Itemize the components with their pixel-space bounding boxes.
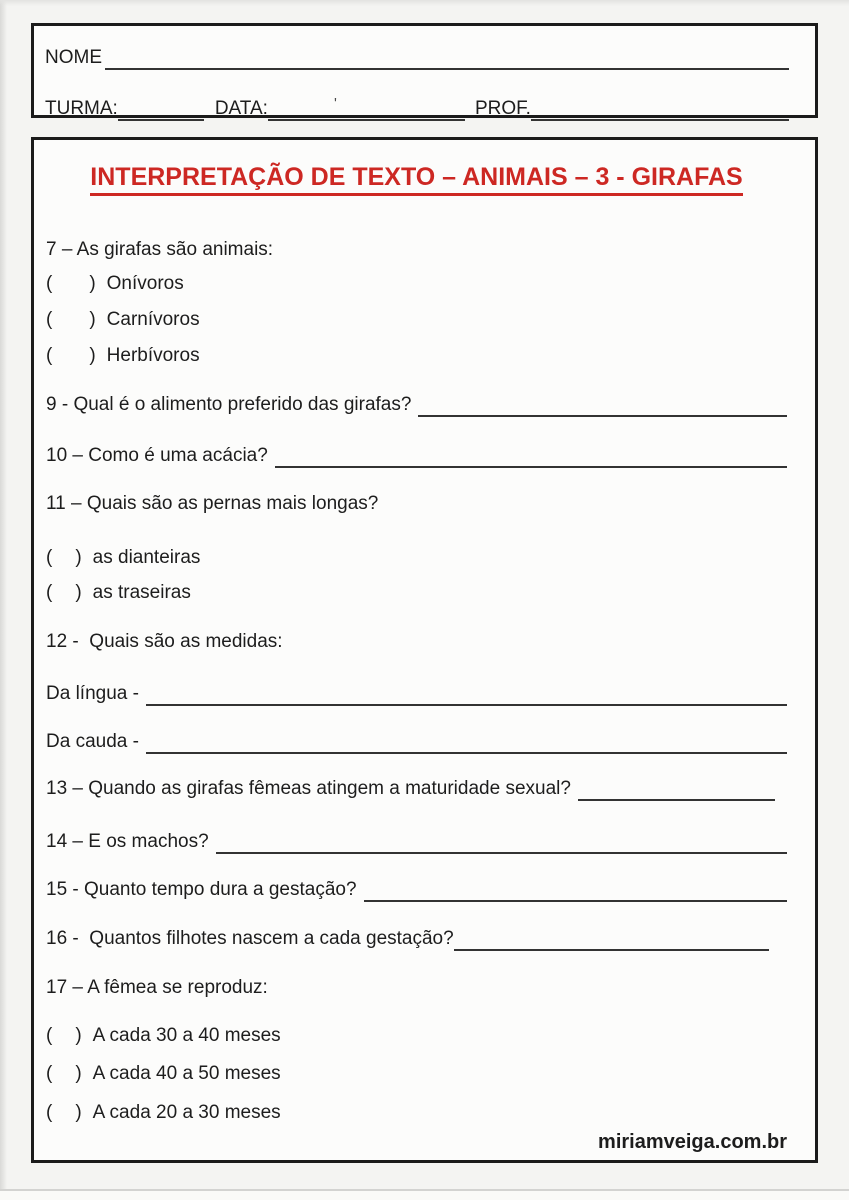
question-9: [46, 393, 787, 417]
data-label: DATA:: [214, 98, 268, 119]
title-row: [46, 162, 787, 196]
question-10: [46, 444, 787, 468]
answer-blank-line: [578, 788, 775, 801]
question-9-text: 9 - Qual é o alimento preferido das girafas?: [46, 394, 412, 415]
field-label: Da língua -: [46, 683, 139, 704]
scan-bottom-area: [0, 1191, 849, 1200]
question-17: [46, 976, 787, 1000]
question-12-text: 12 - Quais são as medidas:: [46, 631, 283, 652]
option-label: A cada 30 a 40 meses: [92, 1025, 281, 1046]
scan-edge-left: [0, 0, 7, 1200]
question-7: [46, 238, 787, 262]
question-13: [46, 777, 787, 801]
answer-blank-line: [146, 741, 787, 754]
option-label: as dianteiras: [92, 547, 201, 568]
question-11: [46, 492, 787, 516]
question-16-text: 16 - Quantos filhotes nascem a cada gestação?: [46, 928, 454, 949]
checkbox-open-paren: (: [46, 582, 53, 603]
question-15-text: 15 - Quanto tempo dura a gestação?: [46, 879, 357, 900]
checkbox-open-paren: (: [46, 547, 53, 568]
question-7-option-carnivoros: [46, 308, 787, 332]
checkbox-open-paren: (: [46, 309, 53, 330]
nome-blank-line: [105, 57, 789, 70]
question-11-text: 11 – Quais são as pernas mais longas?: [46, 493, 379, 514]
checkbox-open-paren: (: [46, 273, 53, 294]
nome-row: [45, 46, 789, 70]
checkbox-close-paren: ): [89, 309, 96, 330]
question-7-option-herbivoros: [46, 344, 787, 368]
checkbox-close-paren: ): [75, 547, 82, 568]
website-credit: miriamveiga.com.br: [598, 1131, 787, 1153]
question-7-text: 7 – As girafas são animais:: [46, 239, 274, 260]
checkbox-close-paren: ): [75, 1102, 82, 1123]
question-7-option-onivoros: [46, 272, 787, 296]
question-14: [46, 830, 787, 854]
option-label: as traseiras: [92, 582, 191, 603]
data-blank-line: [268, 95, 465, 121]
answer-blank-line: [275, 455, 787, 468]
question-16: [46, 927, 787, 951]
checkbox-close-paren: ): [89, 345, 96, 366]
checkbox-open-paren: (: [46, 1102, 53, 1123]
question-13-text: 13 – Quando as girafas fêmeas atingem a maturidade sexual?: [46, 778, 571, 799]
question-12: [46, 630, 787, 654]
question-11-option-dianteiras: [46, 546, 787, 570]
answer-blank-line: [418, 404, 787, 417]
question-17-option-30-40: [46, 1024, 787, 1048]
answer-blank-line: [146, 693, 787, 706]
checkbox-open-paren: (: [46, 1063, 53, 1084]
field-label: Da cauda -: [46, 731, 139, 752]
option-label: A cada 20 a 30 meses: [92, 1102, 281, 1123]
question-17-text: 17 – A fêmea se reproduz:: [46, 977, 268, 998]
checkbox-close-paren: ): [75, 1025, 82, 1046]
checkbox-open-paren: (: [46, 345, 53, 366]
question-17-option-20-30: [46, 1101, 787, 1125]
question-12-field-lingua: [46, 682, 787, 706]
option-label: A cada 40 a 50 meses: [92, 1063, 281, 1084]
stray-tick-mark: ': [333, 95, 337, 112]
answer-blank-line: [364, 889, 787, 902]
question-17-option-40-50: [46, 1062, 787, 1086]
turma-label: TURMA:: [45, 98, 118, 119]
scan-edge-top: [0, 0, 849, 6]
question-10-text: 10 – Como é uma acácia?: [46, 445, 268, 466]
question-11-option-traseiras: [46, 581, 787, 605]
checkbox-close-paren: ): [75, 582, 82, 603]
option-label: Herbívoros: [106, 345, 200, 366]
checkbox-close-paren: ): [89, 273, 96, 294]
option-label: Carnívoros: [106, 309, 200, 330]
answer-blank-line: [454, 938, 769, 951]
question-14-text: 14 – E os machos?: [46, 831, 209, 852]
checkbox-close-paren: ): [75, 1063, 82, 1084]
student-info-box: [31, 23, 818, 118]
prof-blank-line: [531, 108, 789, 121]
turma-blank-line: [118, 108, 204, 121]
question-12-field-cauda: [46, 730, 787, 754]
prof-label: PROF.: [474, 98, 531, 119]
checkbox-open-paren: (: [46, 1025, 53, 1046]
turma-row: [45, 97, 789, 121]
answer-blank-line: [216, 841, 787, 854]
nome-label: NOME: [45, 47, 102, 68]
option-label: Onívoros: [106, 273, 184, 294]
worksheet-box: [31, 137, 818, 1163]
question-15: [46, 878, 787, 902]
page-title: INTERPRETAÇÃO DE TEXTO – ANIMAIS – 3 - GIRAFAS: [90, 162, 742, 196]
